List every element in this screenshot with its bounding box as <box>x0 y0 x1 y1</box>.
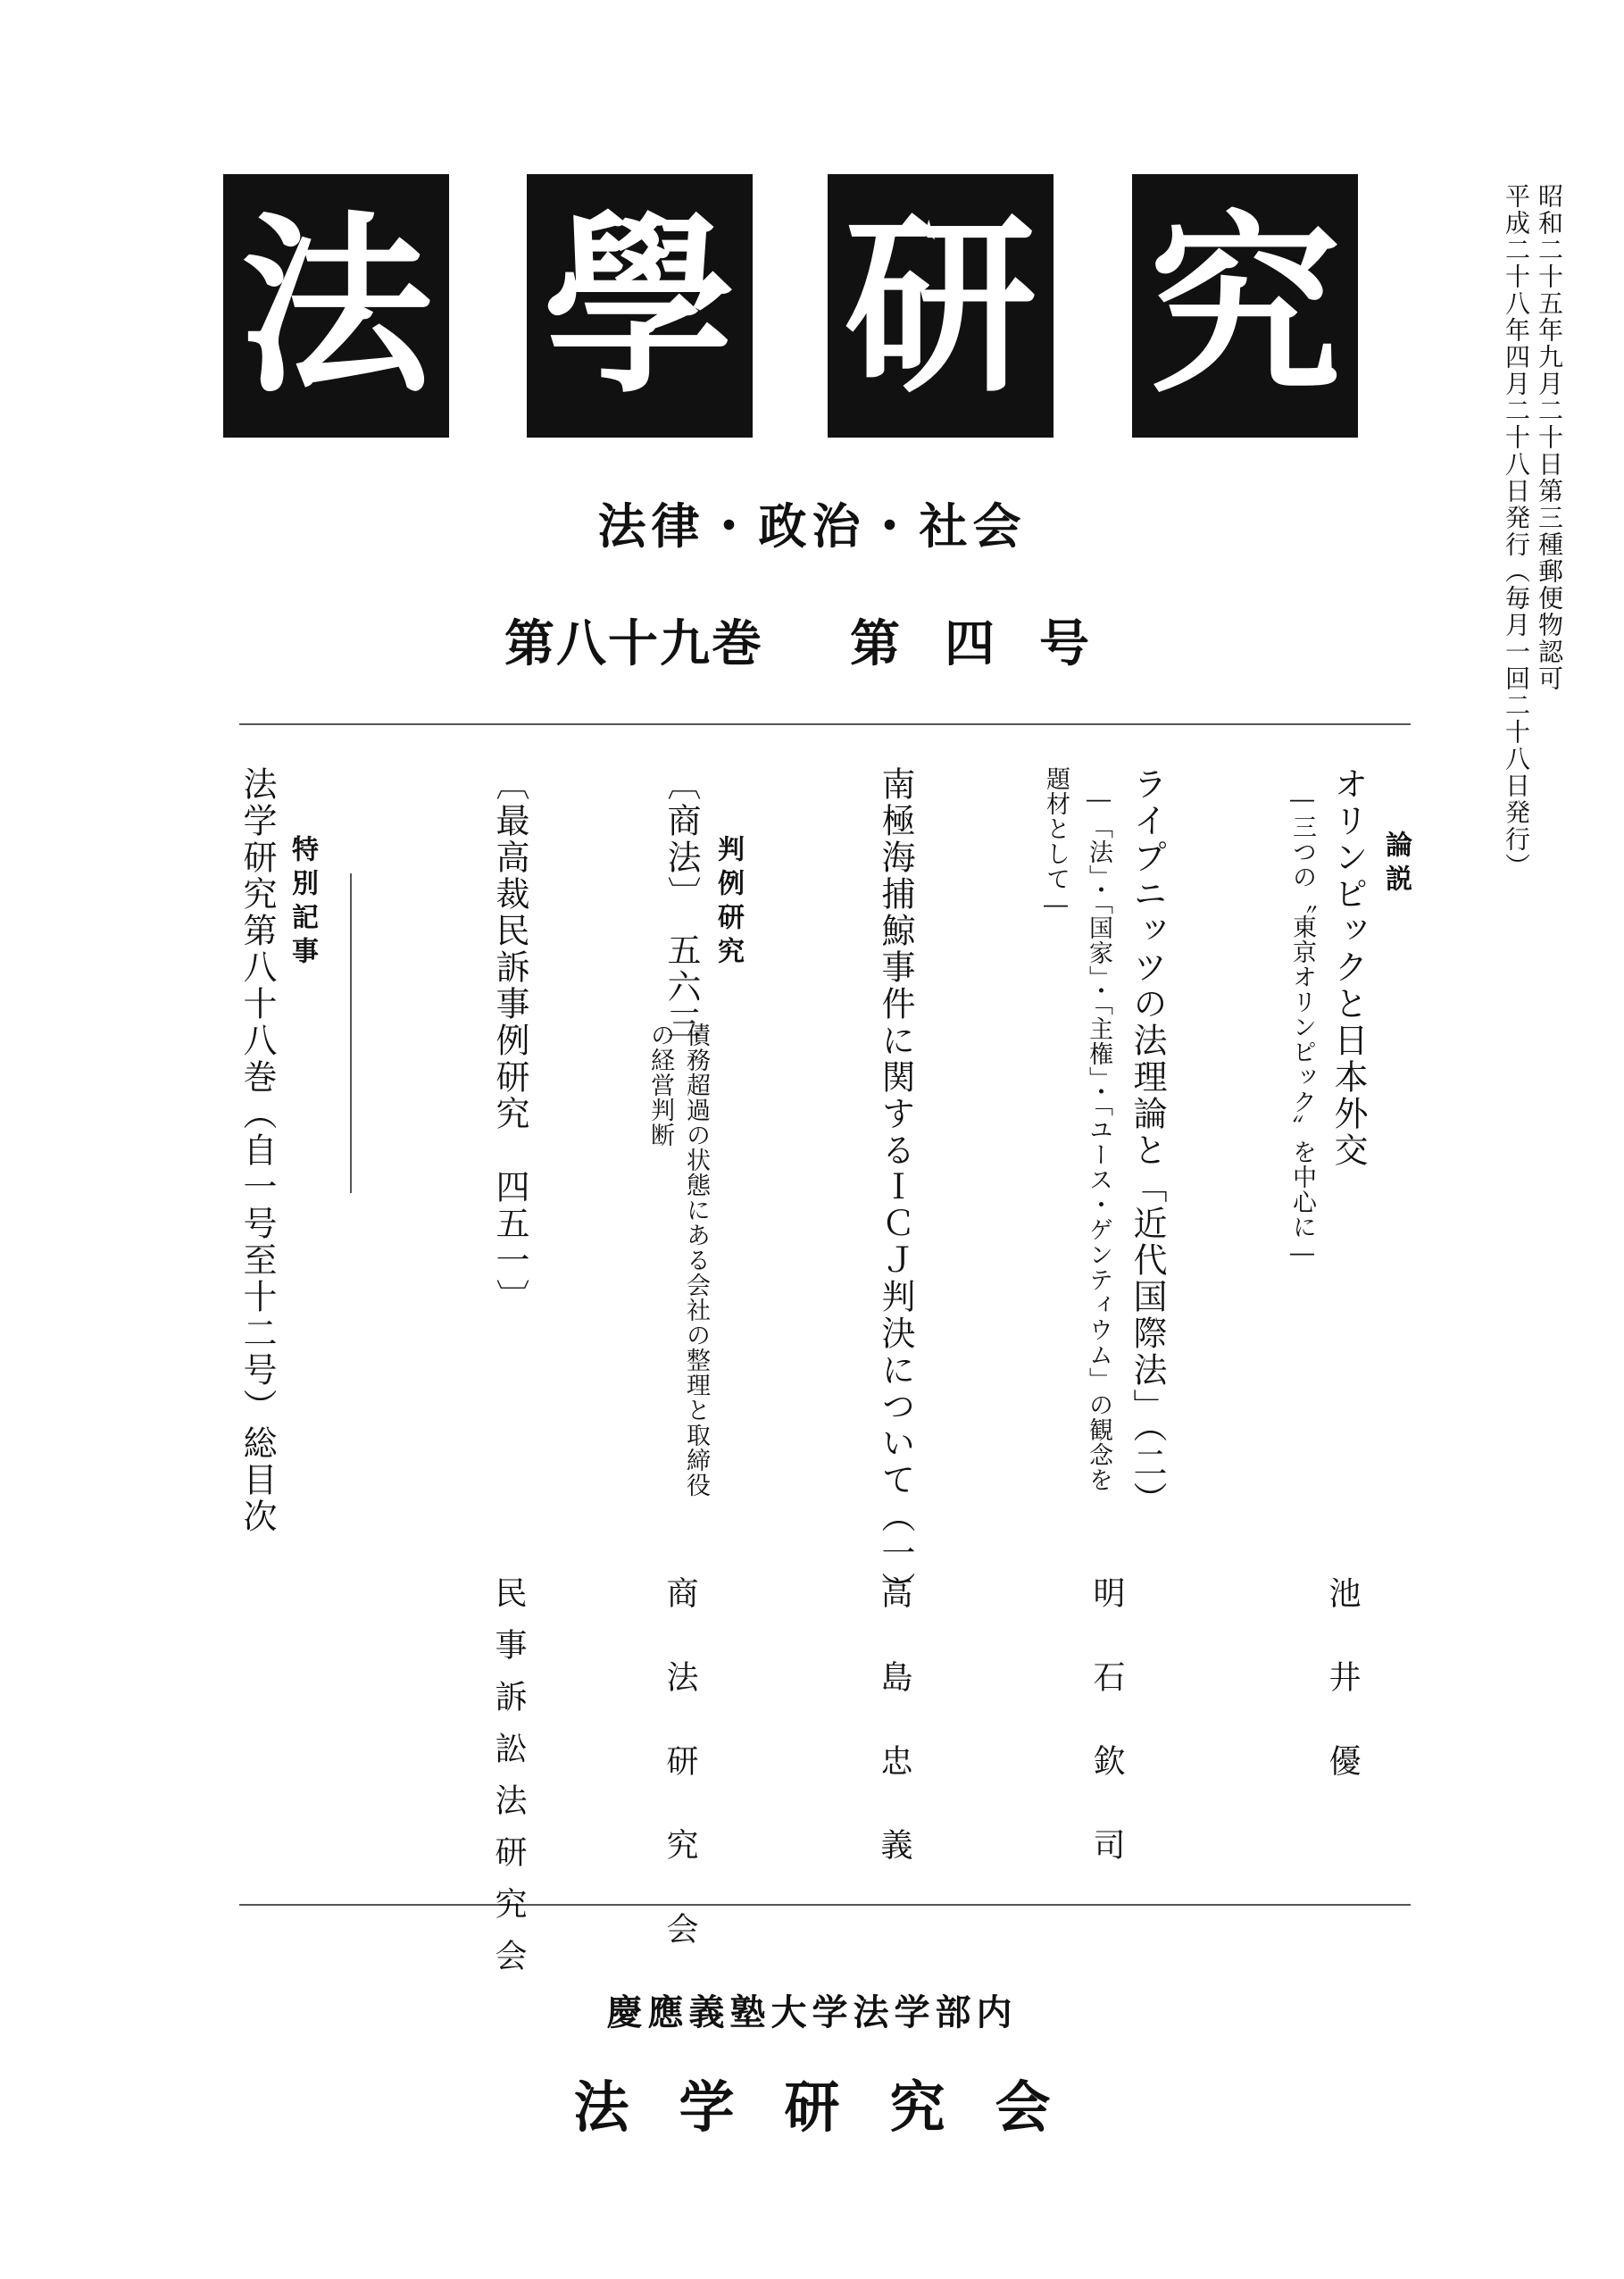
article-3-title: 南極海捕鯨事件に関するＩＣＪ判決について（一） <box>876 766 915 1608</box>
issue-number: 第四号 <box>850 615 1134 673</box>
publication-info-line1: 昭和二十五年九月二十日第三種郵便物認可 <box>1535 183 1564 692</box>
section-heading-hanrei: 判例研究 <box>712 835 744 971</box>
case-1-author: 商法研究会 <box>662 1576 698 1996</box>
masthead-char-4: 究 <box>1132 174 1358 438</box>
masthead-char-3: 研 <box>828 174 1054 438</box>
article-2-subtitle-1: ―「法」・「国家」・「主権」・「ユース・ゲンティウム」の観念を <box>1085 786 1112 1492</box>
article-1-author: 池井優 <box>1324 1576 1361 1828</box>
volume-number: 第八十九巻 <box>504 615 763 673</box>
publisher-line2: 法学研究会 <box>573 2074 1101 2140</box>
tokubetsu-rule <box>350 873 352 1193</box>
article-2-title: ライプニッツの法理論と「近代国際法」（二） <box>1128 766 1167 1518</box>
section-heading-ronsetsu: 論説 <box>1380 831 1412 898</box>
section-heading-tokubetsu: 特別記事 <box>287 835 318 971</box>
bottom-divider <box>239 1904 1411 1906</box>
masthead-char-1: 法 <box>223 174 449 438</box>
case-2-label: 〔最高裁民訴事例研究 四五一〕 <box>490 766 529 1315</box>
article-1-title: オリンピックと日本外交 <box>1328 766 1368 1169</box>
tokubetsu-title: 法学研究第八十八巻（自一号至十二号）総目次 <box>237 766 277 1535</box>
case-1-label: 〔商法〕 五六三 <box>662 766 701 1042</box>
top-divider <box>239 723 1411 725</box>
case-1-title-2: の経営判断 <box>646 1023 674 1148</box>
case-1-title-1: 債務超過の状態にある会社の整理と取締役 <box>682 1023 710 1498</box>
case-2-author: 民事訴訟法研究会 <box>490 1576 527 1991</box>
masthead-char-2: 學 <box>527 174 753 438</box>
article-2-subtitle-2: 題材として― <box>1042 766 1070 920</box>
article-3-author: 高島忠義 <box>876 1576 912 1912</box>
publisher-line1: 慶應義塾大学法学部内 <box>606 1992 1018 2033</box>
article-2-author: 明石欽司 <box>1088 1576 1125 1912</box>
article-1-subtitle: ―三つの〝東京オリンピック〟を中心に― <box>1288 786 1316 1268</box>
journal-subtitle: 法律・政治・社会 <box>597 498 1027 555</box>
publication-info-line2: 平成二十八年四月二十八日発行（毎月一回二十八日発行） <box>1502 183 1531 880</box>
